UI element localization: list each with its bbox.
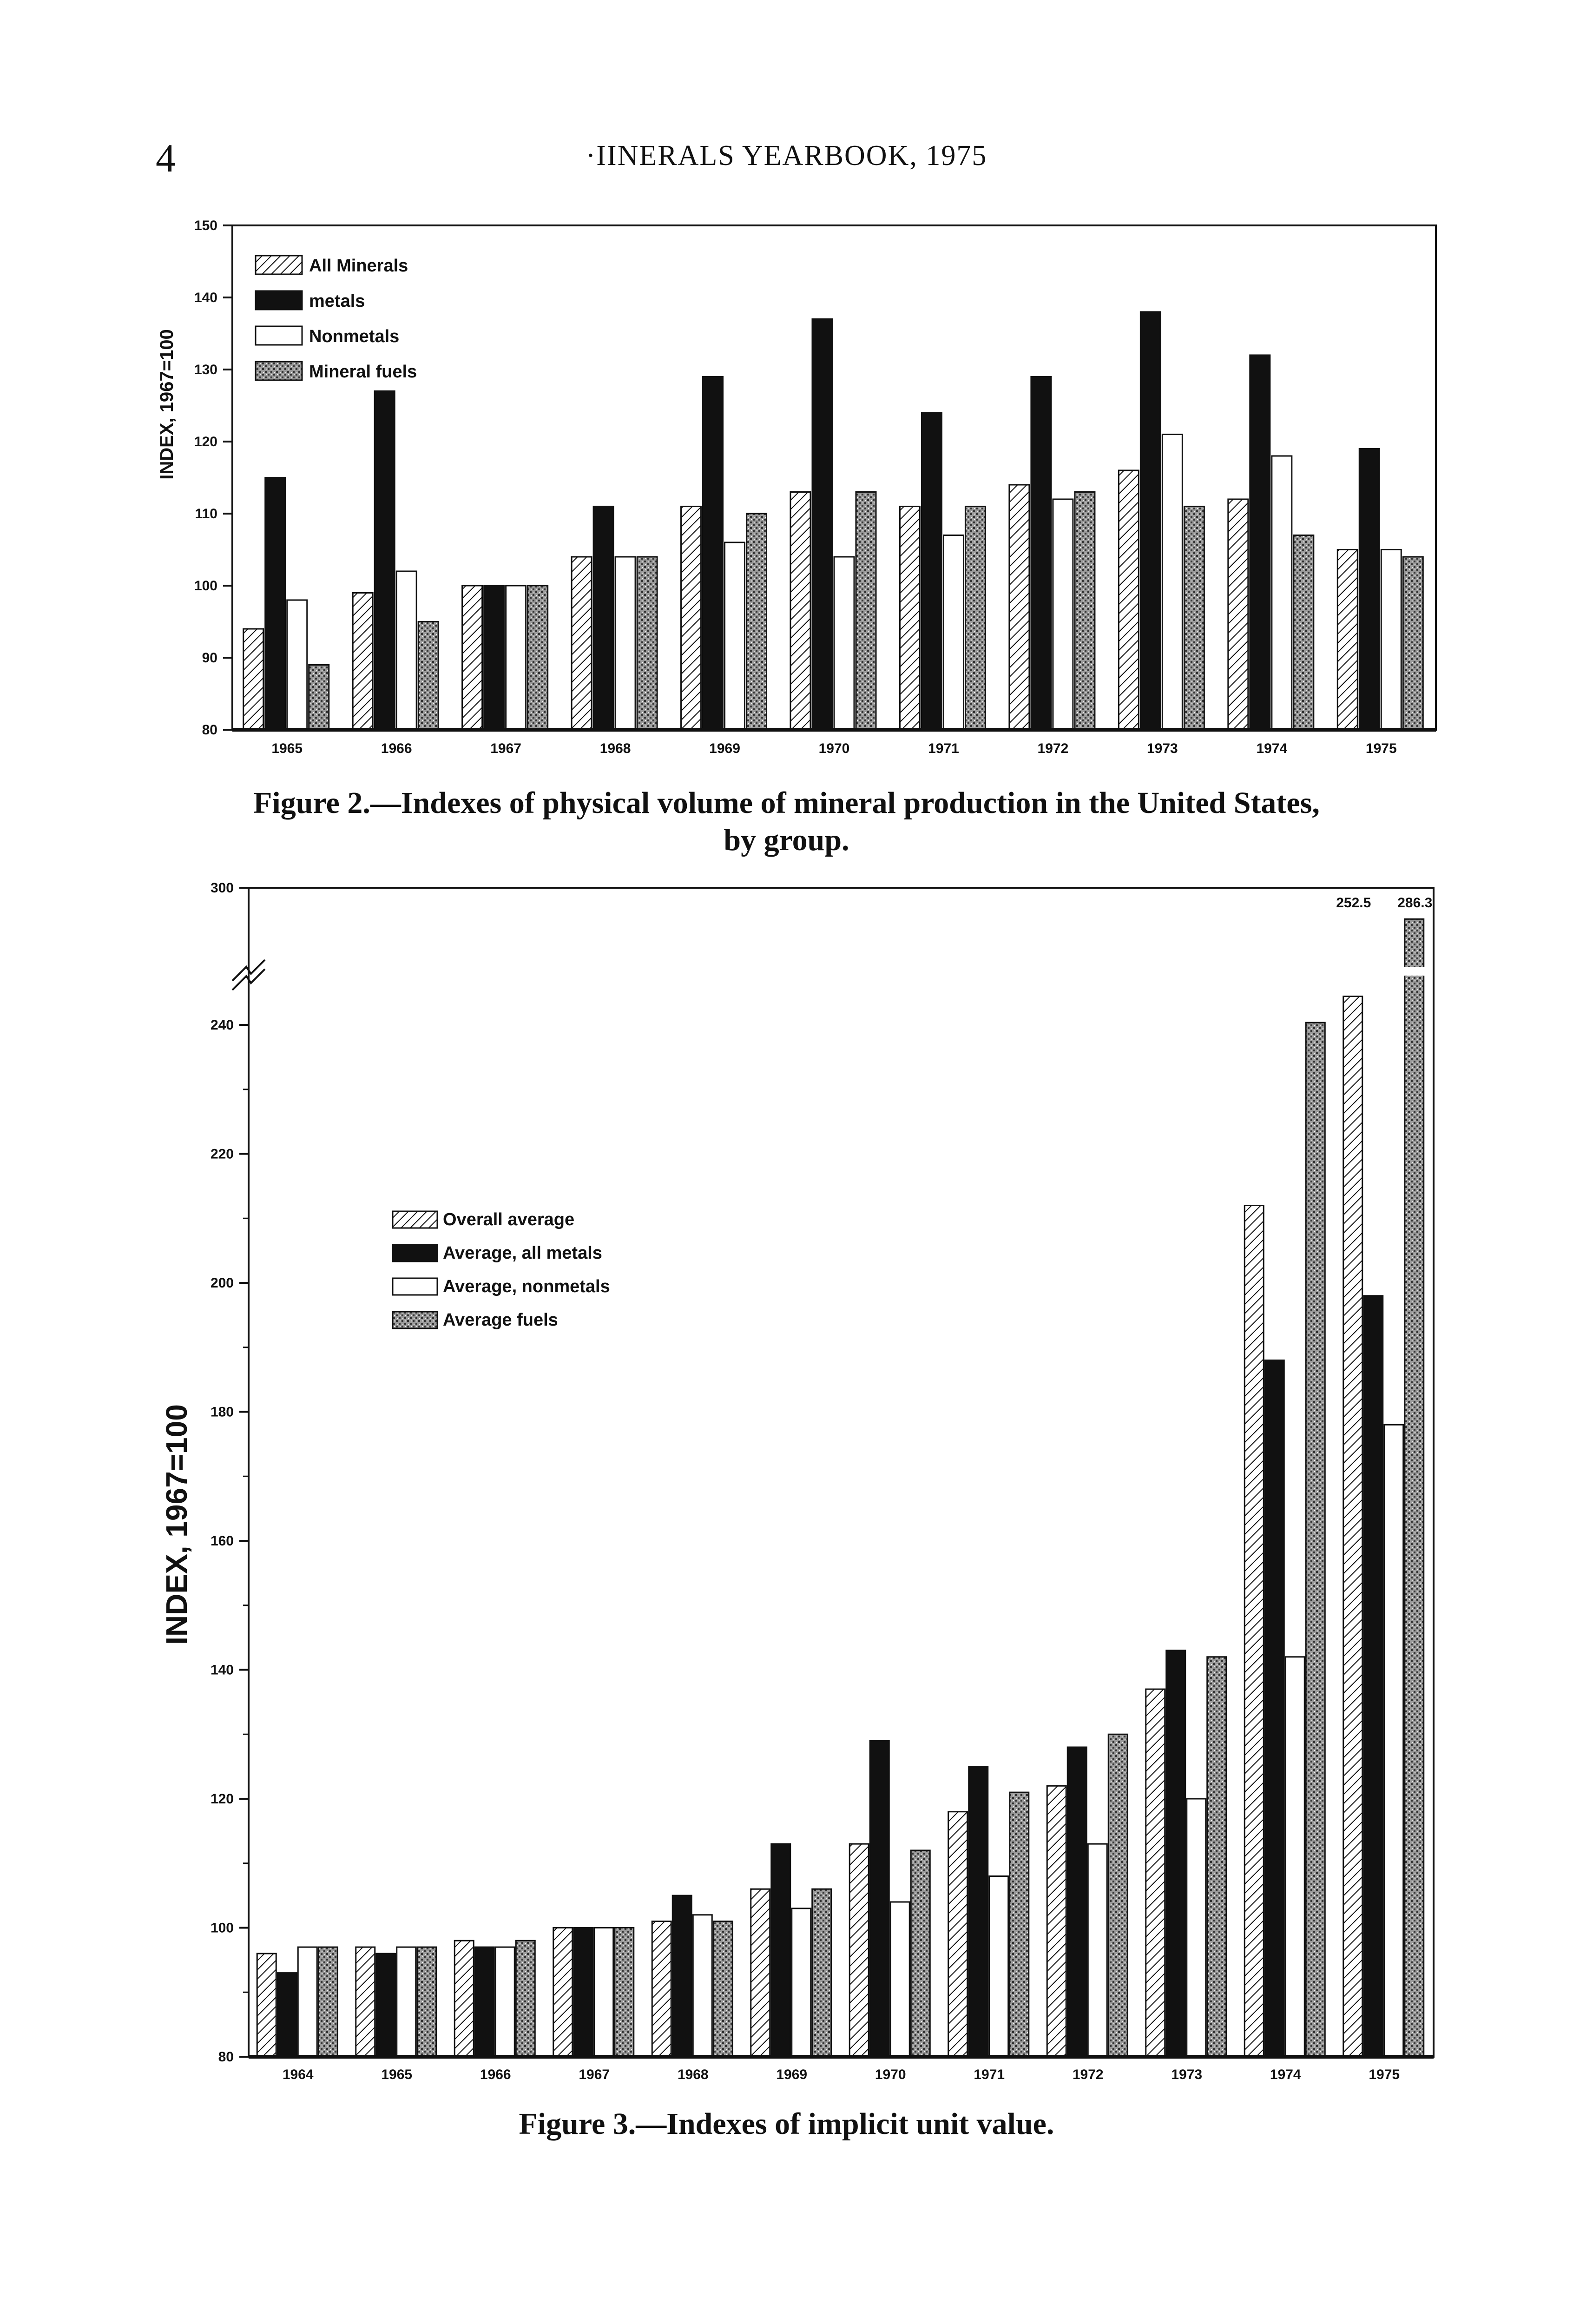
bar-all-minerals-1969 xyxy=(681,507,701,730)
bar-all-minerals-1975 xyxy=(1337,550,1357,730)
legend-label-overall-average: Overall average xyxy=(443,1210,575,1229)
bar-all-minerals-1966 xyxy=(353,593,373,730)
bar-metals-1967 xyxy=(484,586,504,730)
bar-overall-average-1967 xyxy=(553,1928,573,2057)
figure-2-caption xyxy=(0,785,1573,859)
x-tick-label: 1974 xyxy=(1270,2067,1301,2082)
legend-swatch-average-all-metals xyxy=(393,1245,437,1261)
bar-nonmetals-1971 xyxy=(943,535,963,730)
bar-average-nonmetals-1975 xyxy=(1384,1425,1403,2057)
bar-mineral-fuels-1973 xyxy=(1184,507,1204,730)
bar-average-all-metals-1973 xyxy=(1166,1651,1185,2057)
bar-mineral-fuels-1975 xyxy=(1403,557,1423,730)
bar-nonmetals-1972 xyxy=(1053,499,1073,730)
bar-average-all-metals-1967 xyxy=(574,1928,593,2057)
x-tick-label: 1969 xyxy=(709,741,740,756)
bars xyxy=(244,312,1423,730)
bar-nonmetals-1968 xyxy=(615,557,635,730)
y-tick-label: 200 xyxy=(210,1275,234,1291)
bar-mineral-fuels-1972 xyxy=(1075,492,1095,730)
x-tick-label: 1971 xyxy=(974,2067,1005,2082)
x-tick-label: 1972 xyxy=(1072,2067,1104,2082)
bar-average-all-metals-1975 xyxy=(1364,1296,1383,2057)
y-tick-label: 90 xyxy=(202,650,217,666)
bar-average-all-metals-1965 xyxy=(376,1954,395,2057)
bar-average-nonmetals-1973 xyxy=(1187,1799,1206,2057)
x-tick-label: 1965 xyxy=(381,2067,413,2082)
bar-average-nonmetals-1970 xyxy=(890,1902,909,2057)
y-tick-label: 150 xyxy=(194,218,217,233)
bar-all-minerals-1967 xyxy=(462,586,482,730)
bar-overall-average-1966 xyxy=(454,1941,474,2057)
legend-swatch-overall-average xyxy=(393,1211,437,1228)
bar-average-nonmetals-1971 xyxy=(989,1876,1008,2057)
y-axis-label: INDEX, 1967=100 xyxy=(157,329,177,480)
bar-average-nonmetals-1968 xyxy=(693,1915,712,2057)
legend-label-mineral-fuels: Mineral fuels xyxy=(309,362,417,382)
bar-average-fuels-1968 xyxy=(713,1921,732,2057)
bar-average-fuels-1973 xyxy=(1207,1657,1226,2057)
x-tick-label: 1972 xyxy=(1037,741,1069,756)
bar-average-nonmetals-1967 xyxy=(594,1928,613,2057)
bar-average-nonmetals-1969 xyxy=(792,1908,811,2057)
legend xyxy=(393,1210,610,1330)
x-tick-label: 1968 xyxy=(677,2067,709,2082)
bar-average-fuels-1972 xyxy=(1108,1734,1127,2057)
value-annotation: 286.3 xyxy=(1397,895,1433,911)
bar-average-fuels-1965 xyxy=(417,1947,436,2057)
x-tick-label: 1974 xyxy=(1256,741,1288,756)
figure-3-caption: Figure 3.—Indexes of implicit unit value. xyxy=(519,2107,1054,2141)
x-tick-label: 1973 xyxy=(1171,2067,1203,2082)
bar-average-all-metals-1974 xyxy=(1265,1360,1284,2057)
y-tick-label: 220 xyxy=(210,1146,234,1162)
bar-nonmetals-1965 xyxy=(287,600,307,730)
bar-metals-1975 xyxy=(1359,449,1379,730)
y-tick-label: 100 xyxy=(210,1920,234,1936)
bar-all-minerals-1974 xyxy=(1228,499,1248,730)
y-axis-ticks xyxy=(194,218,232,738)
bar-metals-1974 xyxy=(1250,355,1270,730)
bar-overall-average-1971 xyxy=(948,1812,967,2057)
bar-overall-average-1972 xyxy=(1047,1786,1066,2057)
y-tick-label: 120 xyxy=(210,1791,234,1807)
bar-average-nonmetals-1974 xyxy=(1285,1657,1304,2057)
bar-average-fuels-1975 xyxy=(1405,919,1424,2057)
x-tick-label: 1970 xyxy=(818,741,850,756)
bar-metals-1968 xyxy=(593,507,613,730)
bar-nonmetals-1966 xyxy=(396,571,416,730)
bar-average-fuels-1966 xyxy=(516,1941,535,2057)
y-tick-label: 140 xyxy=(210,1662,234,1678)
legend-swatch-average-fuels xyxy=(393,1312,437,1328)
bar-all-minerals-1968 xyxy=(572,557,592,730)
bar-average-all-metals-1968 xyxy=(672,1895,691,2057)
bar-metals-1970 xyxy=(812,319,832,730)
figure-2-caption-line-1: Figure 2.—Indexes of physical volume of mineral production in the United States, xyxy=(253,786,1320,820)
legend-swatch-all-minerals xyxy=(256,256,302,274)
legend-label-average-nonmetals: Average, nonmetals xyxy=(443,1277,610,1296)
bar-break-gap xyxy=(1403,967,1426,976)
bar-mineral-fuels-1965 xyxy=(309,665,329,730)
y-tick-label: 100 xyxy=(194,578,217,594)
bar-average-all-metals-1966 xyxy=(475,1947,494,2057)
legend-label-average-fuels: Average fuels xyxy=(443,1310,558,1330)
x-tick-label: 1967 xyxy=(579,2067,610,2082)
legend-swatch-metals xyxy=(256,291,302,310)
y-axis-ticks xyxy=(211,880,249,2065)
bar-average-fuels-1967 xyxy=(615,1928,634,2057)
bar-overall-average-1969 xyxy=(751,1889,770,2057)
bar-average-all-metals-1972 xyxy=(1067,1747,1086,2057)
bar-overall-average-1975 xyxy=(1343,997,1362,2057)
x-tick-label: 1971 xyxy=(928,741,959,756)
legend-label-nonmetals: Nonmetals xyxy=(309,327,400,346)
legend-label-all-minerals: All Minerals xyxy=(309,256,408,276)
y-tick-label: 110 xyxy=(195,506,217,522)
bar-average-all-metals-1969 xyxy=(771,1844,790,2057)
bar-mineral-fuels-1969 xyxy=(747,514,767,730)
bar-all-minerals-1973 xyxy=(1119,470,1139,730)
bar-nonmetals-1970 xyxy=(834,557,854,730)
bar-overall-average-1965 xyxy=(356,1947,375,2057)
bar-metals-1972 xyxy=(1031,377,1051,730)
bar-average-nonmetals-1964 xyxy=(298,1947,317,2057)
bar-all-minerals-1970 xyxy=(790,492,810,730)
bar-metals-1971 xyxy=(921,413,941,730)
x-tick-label: 1968 xyxy=(599,741,631,756)
bar-nonmetals-1973 xyxy=(1162,435,1182,730)
bar-mineral-fuels-1966 xyxy=(418,622,438,730)
y-tick-label: 140 xyxy=(194,290,217,305)
bar-nonmetals-1974 xyxy=(1272,456,1292,730)
x-tick-label: 1966 xyxy=(480,2067,511,2082)
bar-overall-average-1968 xyxy=(652,1921,671,2057)
page-number: 4 xyxy=(156,136,176,180)
x-axis-ticks xyxy=(271,741,1396,756)
bar-average-nonmetals-1965 xyxy=(397,1947,416,2057)
bar-mineral-fuels-1967 xyxy=(528,586,548,730)
legend xyxy=(256,256,417,382)
bar-break-gap xyxy=(1342,967,1364,976)
bar-nonmetals-1975 xyxy=(1381,550,1401,730)
y-tick-label: 130 xyxy=(194,362,217,377)
bar-average-fuels-1969 xyxy=(812,1889,831,2057)
bar-overall-average-1974 xyxy=(1244,1206,1264,2057)
bar-metals-1969 xyxy=(703,377,723,730)
x-tick-label: 1964 xyxy=(282,2067,314,2082)
bar-average-fuels-1974 xyxy=(1306,1023,1325,2057)
bar-metals-1966 xyxy=(375,391,395,730)
bar-average-fuels-1971 xyxy=(1010,1792,1029,2057)
legend-swatch-mineral-fuels xyxy=(256,362,302,380)
bar-nonmetals-1967 xyxy=(506,586,526,730)
x-tick-label: 1966 xyxy=(381,741,412,756)
bar-mineral-fuels-1970 xyxy=(856,492,876,730)
bar-average-all-metals-1970 xyxy=(870,1741,889,2057)
x-tick-label: 1973 xyxy=(1146,741,1178,756)
bar-overall-average-1973 xyxy=(1146,1689,1165,2057)
x-tick-label: 1965 xyxy=(271,741,303,756)
bar-average-fuels-1964 xyxy=(318,1947,337,2057)
legend-label-metals: metals xyxy=(309,291,365,311)
bar-overall-average-1964 xyxy=(257,1954,276,2057)
bar-break-gap xyxy=(1304,967,1327,976)
y-tick-label: 180 xyxy=(210,1404,234,1420)
value-annotation: 252.5 xyxy=(1336,895,1371,911)
y-tick-label: 240 xyxy=(210,1017,234,1033)
bar-average-fuels-1970 xyxy=(911,1850,930,2057)
y-tick-label: 160 xyxy=(210,1533,234,1549)
bar-average-nonmetals-1966 xyxy=(495,1947,514,2057)
bar-nonmetals-1969 xyxy=(725,542,745,730)
bar-overall-average-1970 xyxy=(849,1844,869,2057)
bar-all-minerals-1971 xyxy=(900,507,920,730)
value-annotations xyxy=(1336,895,1432,911)
y-tick-label: 80 xyxy=(202,722,217,738)
y-tick-label: 80 xyxy=(218,2049,234,2065)
y-axis-label: INDEX, 1967=100 xyxy=(160,1404,193,1645)
x-tick-label: 1967 xyxy=(490,741,522,756)
bar-average-all-metals-1964 xyxy=(277,1973,296,2057)
x-tick-label: 1969 xyxy=(776,2067,808,2082)
y-tick-label: 120 xyxy=(194,434,217,449)
legend-swatch-average-nonmetals xyxy=(393,1278,437,1295)
running-head: ·IINERALS YEARBOOK, 1975 xyxy=(586,140,987,172)
figure-3-chart xyxy=(0,874,1573,2096)
y-tick-label: 300 xyxy=(210,880,234,896)
legend-swatch-nonmetals xyxy=(256,326,302,345)
x-tick-label: 1970 xyxy=(875,2067,906,2082)
bar-mineral-fuels-1974 xyxy=(1294,535,1314,730)
x-axis-ticks xyxy=(283,2067,1400,2082)
bar-all-minerals-1965 xyxy=(244,629,263,730)
x-tick-label: 1975 xyxy=(1365,741,1397,756)
bar-average-nonmetals-1972 xyxy=(1088,1844,1107,2057)
bar-mineral-fuels-1968 xyxy=(637,557,657,730)
figure-2-caption-line-2: by group. xyxy=(724,823,849,857)
x-tick-label: 1975 xyxy=(1369,2067,1400,2082)
bar-metals-1965 xyxy=(265,478,285,730)
bar-average-all-metals-1971 xyxy=(969,1767,988,2057)
bar-mineral-fuels-1971 xyxy=(965,507,985,730)
bars xyxy=(257,919,1426,2057)
figure-2-chart xyxy=(0,195,1573,781)
bar-metals-1973 xyxy=(1140,312,1160,730)
bar-all-minerals-1972 xyxy=(1009,485,1029,730)
legend-label-average-all-metals: Average, all metals xyxy=(443,1243,602,1263)
